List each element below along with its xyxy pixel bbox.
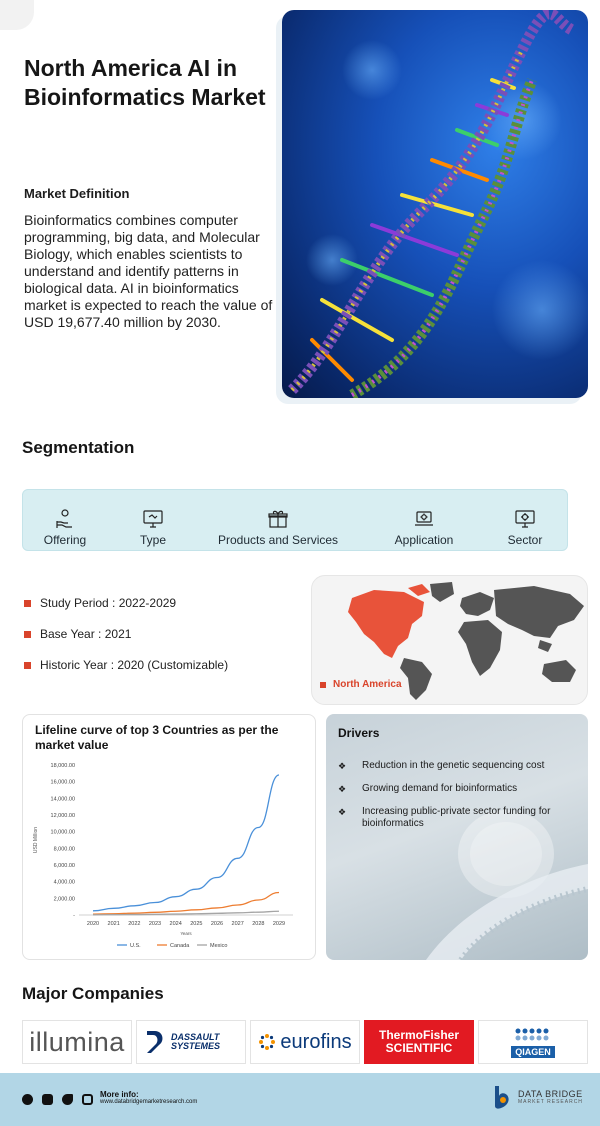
x-tick-label: 2024 — [169, 921, 182, 927]
corner-decoration — [0, 0, 34, 30]
monitor-gear-icon — [514, 508, 536, 530]
y-tick-label: 14,000.00 — [50, 796, 75, 803]
lab-dish-illustration — [326, 714, 588, 960]
y-tick-label: 2,000.00 — [53, 896, 75, 903]
data-bridge-mark-icon — [492, 1084, 514, 1110]
legend-label: Mexico — [210, 943, 228, 949]
bullet-icon — [24, 631, 31, 638]
facebook-icon[interactable] — [42, 1094, 53, 1105]
y-tick-label: 18,000.00 — [50, 763, 75, 769]
legend-label: U.S. — [130, 943, 141, 949]
segment-type[interactable] — [123, 490, 183, 550]
hand-money-icon — [54, 508, 76, 530]
y-tick-label: 6,000.00 — [53, 863, 75, 869]
website-link[interactable]: www.databridgemarketresearch.com — [100, 1099, 198, 1105]
segment-products-and-services[interactable] — [213, 490, 343, 550]
segment-application[interactable] — [389, 490, 459, 550]
dassault-logo: DASSAULT SYSTEMES — [136, 1020, 246, 1064]
more-info-label: More info: — [100, 1090, 139, 1099]
segment-label: Offering — [43, 533, 87, 547]
fact-base-year: Base Year : 2021 — [24, 626, 228, 642]
laptop-gear-icon — [413, 508, 435, 530]
thermofisher-logo: ThermoFisher SCIENTIFIC — [364, 1020, 474, 1064]
y-tick-label: - — [73, 913, 75, 919]
lifeline-chart — [23, 755, 315, 959]
more-info — [100, 1090, 197, 1105]
driver-item: ❖ Reduction in the genetic sequencing cost — [338, 760, 545, 771]
lifeline-chart-card — [22, 714, 316, 960]
companies-heading: Major Companies — [22, 984, 164, 1003]
driver-item: ❖ Increasing public-private sector funding for bioinformatics — [338, 806, 551, 829]
x-axis-label: Years — [180, 931, 192, 936]
whatsapp-icon[interactable] — [22, 1094, 33, 1105]
series-line-canada — [93, 893, 279, 915]
segment-label: Type — [139, 533, 166, 547]
world-map — [311, 575, 588, 705]
fact-study-period: Study Period : 2022-2029 — [24, 595, 228, 611]
segment-label: Sector — [507, 533, 543, 547]
fact-historic-year: Historic Year : 2020 (Customizable) — [24, 657, 228, 673]
study-facts — [24, 595, 228, 688]
x-tick-label: 2021 — [107, 921, 120, 927]
qiagen-logo: QIAGEN — [478, 1020, 588, 1064]
segment-label: Products and Services — [217, 533, 339, 547]
bullet-icon — [24, 600, 31, 607]
data-bridge-logo: DATA BRIDGE MARKET RESEARCH — [492, 1084, 583, 1110]
segmentation-bar — [22, 489, 568, 551]
qiagen-dots-icon — [513, 1027, 553, 1045]
twitter-icon[interactable] — [62, 1094, 73, 1105]
x-tick-label: 2020 — [86, 921, 100, 927]
series-line-us — [93, 775, 279, 911]
dassault-mark-icon — [145, 1029, 167, 1055]
segment-sector[interactable] — [495, 490, 555, 550]
bullet-icon — [320, 682, 326, 688]
segment-label: Application — [394, 533, 454, 547]
x-tick-label: 2027 — [231, 921, 244, 927]
y-tick-label: 12,000.00 — [50, 813, 75, 819]
x-tick-label: 2025 — [190, 921, 203, 927]
footer — [0, 1073, 600, 1126]
y-tick-label: 8,000.00 — [53, 846, 75, 853]
definition-heading: Market Definition — [24, 186, 130, 201]
drivers-heading: Drivers — [338, 726, 380, 740]
north-america-shape — [348, 584, 430, 658]
company-logos — [22, 1020, 588, 1064]
map-legend-north-america: North America — [320, 679, 402, 690]
dna-hero-image — [282, 10, 588, 398]
segmentation-heading: Segmentation — [22, 438, 135, 457]
driver-item: ❖ Growing demand for bioinformatics — [338, 783, 518, 794]
chart-title: Lifeline curve of top 3 Countries as per the market value — [35, 723, 279, 752]
page-title: North America AI in Bioinformatics Market — [24, 55, 266, 110]
monitor-icon — [142, 508, 164, 530]
y-tick-label: 16,000.00 — [50, 779, 75, 786]
drivers-card — [326, 714, 588, 960]
illumina-logo: illumina — [22, 1020, 132, 1064]
eurofins-mark-icon — [258, 1033, 276, 1051]
y-axis-label: USD Million — [33, 826, 39, 854]
x-tick-label: 2026 — [210, 921, 224, 927]
diamond-bullet-icon: ❖ — [338, 807, 347, 817]
y-tick-label: 10,000.00 — [50, 829, 75, 836]
instagram-icon[interactable] — [82, 1094, 93, 1105]
eurofins-logo: eurofins — [250, 1020, 360, 1064]
x-tick-label: 2022 — [128, 921, 141, 927]
y-tick-label: 4,000.00 — [53, 879, 75, 886]
bullet-icon — [24, 662, 31, 669]
x-tick-label: 2023 — [148, 921, 162, 927]
x-tick-label: 2028 — [252, 921, 265, 927]
diamond-bullet-icon: ❖ — [338, 761, 347, 771]
segment-offering[interactable] — [35, 490, 95, 550]
definition-text: Bioinformatics combines computer programming, big data, and Molecular Biology, which enables scientists to understand and identify patterns in biological data. AI in bioinformatics market is expected to reach the value of USD 19,677.40 million by 2030. — [24, 212, 273, 330]
legend-label: Canada — [170, 943, 190, 949]
gift-box-icon — [267, 508, 289, 530]
diamond-bullet-icon: ❖ — [338, 784, 347, 794]
x-tick-label: 2029 — [272, 921, 286, 927]
social-icons — [22, 1094, 93, 1105]
